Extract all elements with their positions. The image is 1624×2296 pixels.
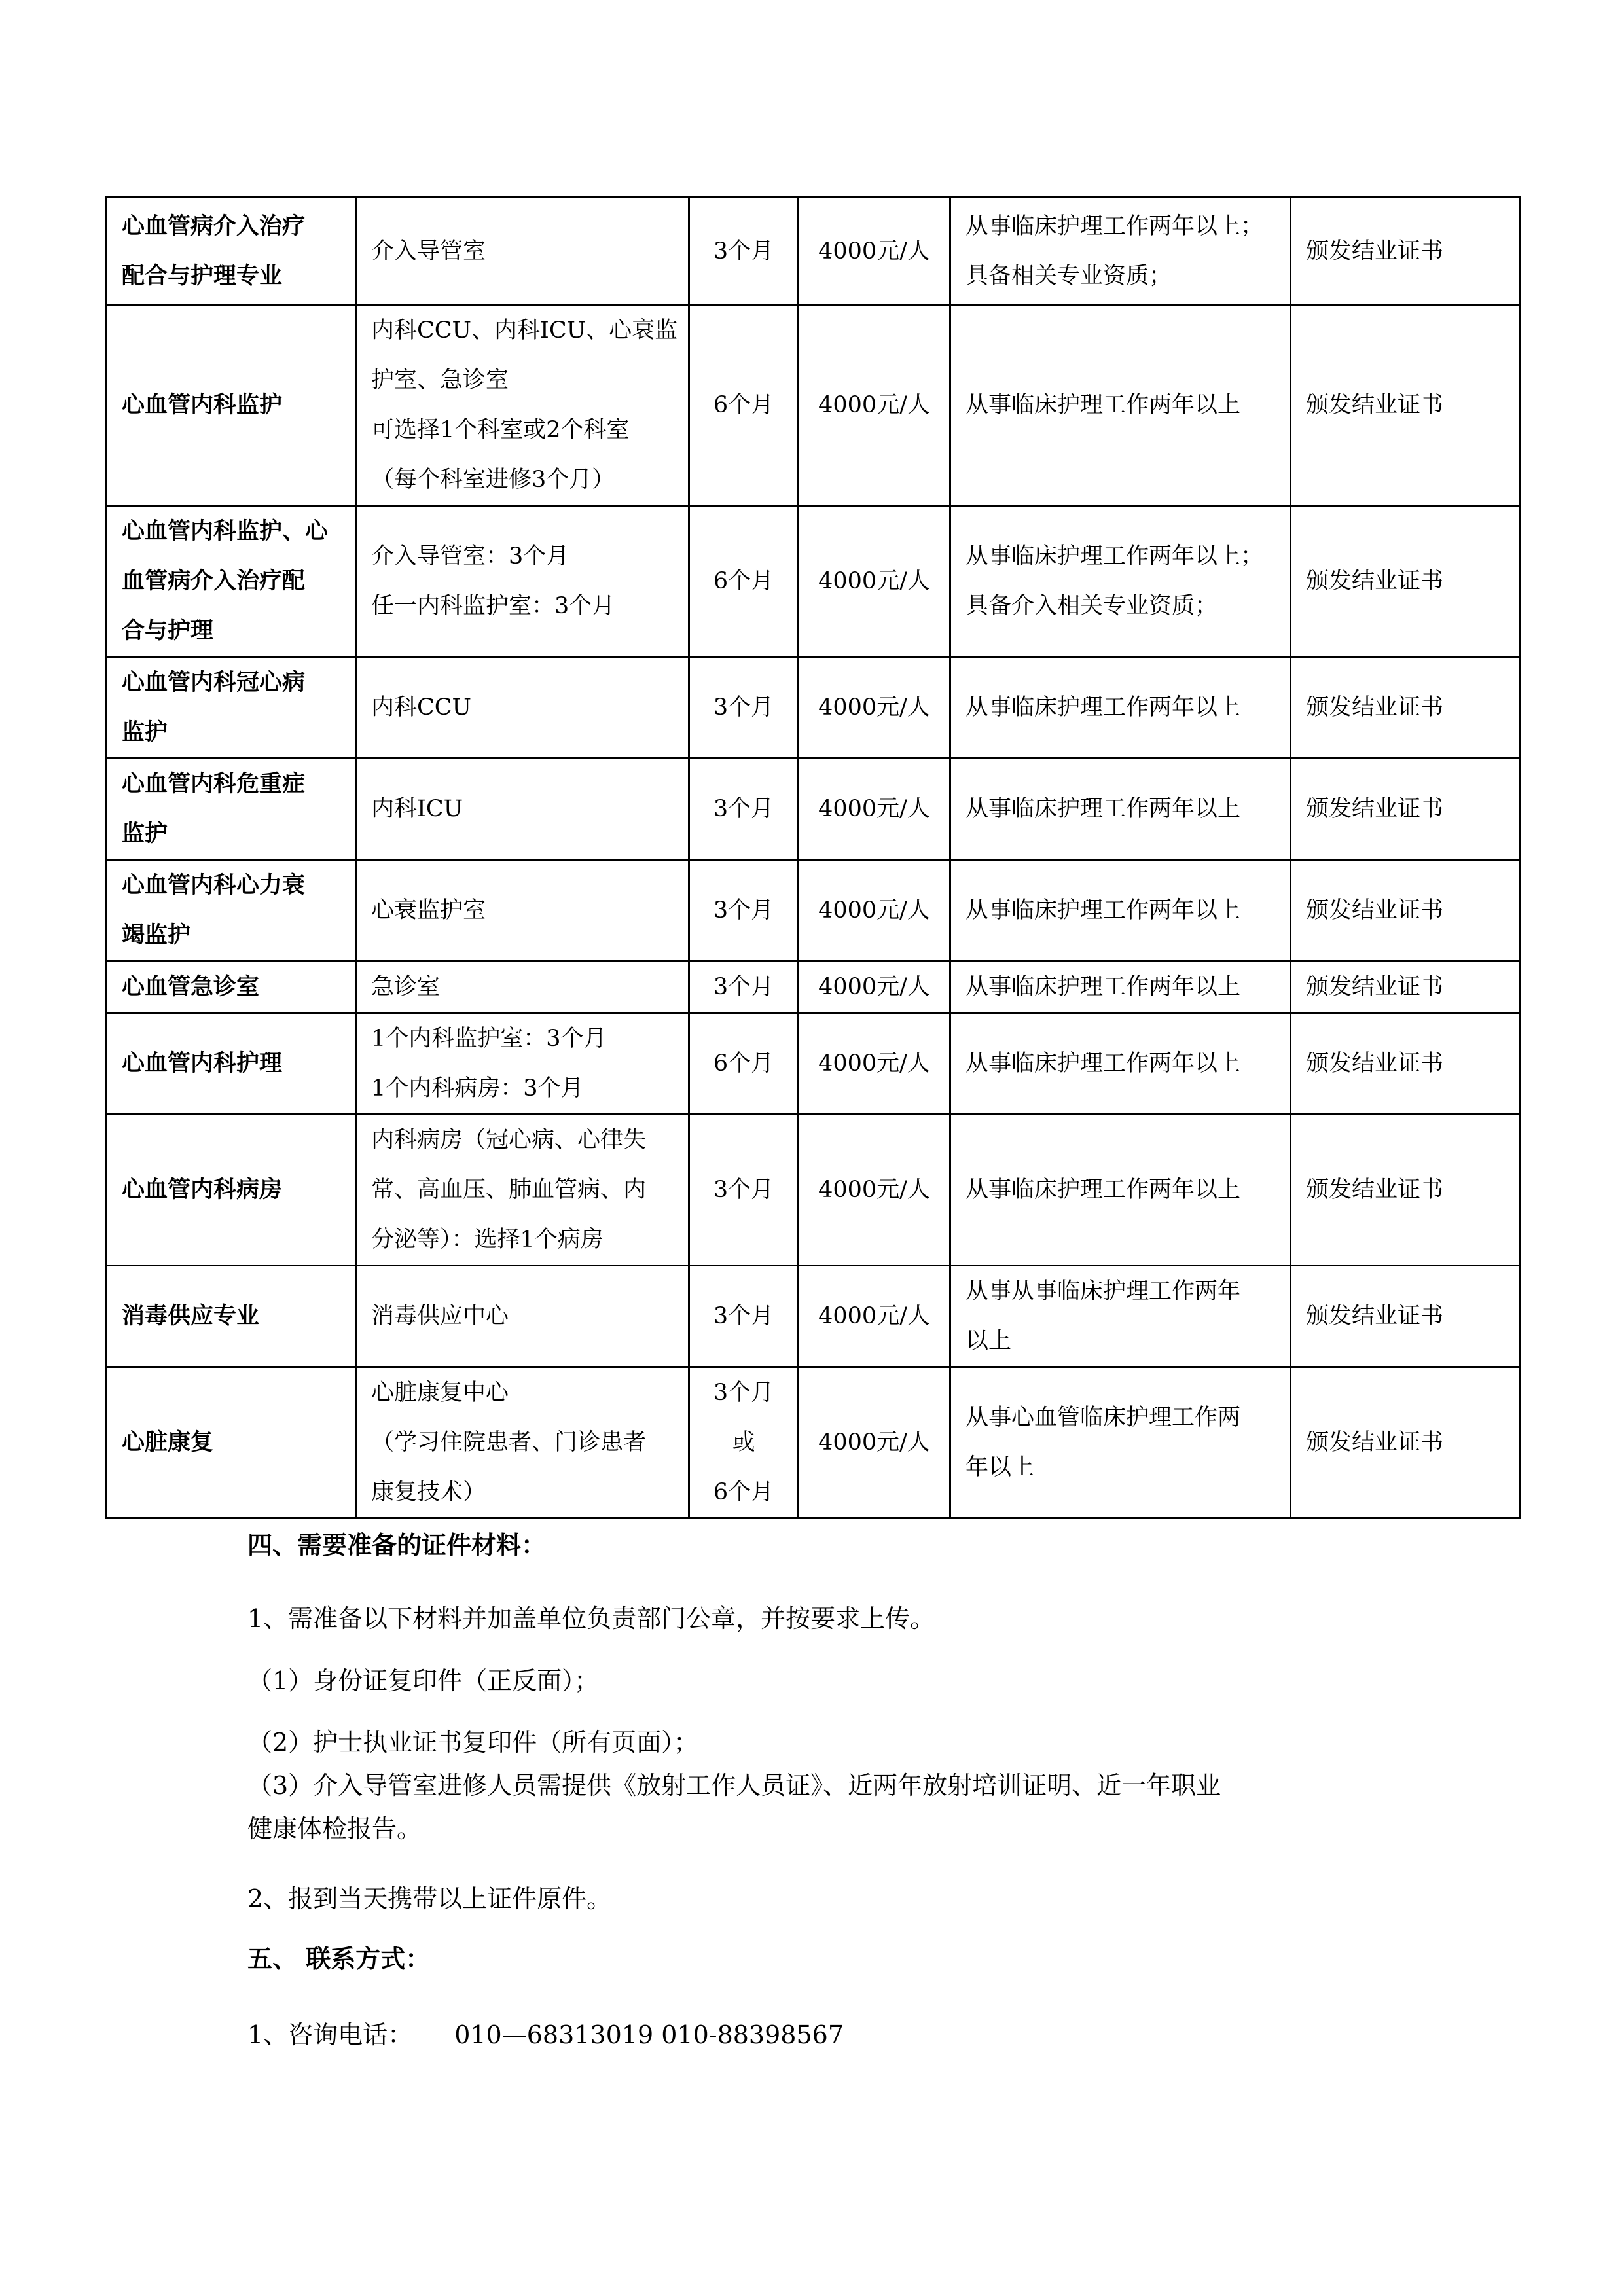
major-cell bbox=[107, 1266, 356, 1367]
duration-cell bbox=[689, 1013, 799, 1115]
major-cell-text: 心血管病介入治疗 配合与护理专业 bbox=[122, 213, 306, 289]
department-cell-text: 1个内科监护室：3个月 1个内科病房：3个月 bbox=[371, 1026, 607, 1102]
fee-cell-text: 4000元/人 bbox=[818, 568, 930, 594]
materials-sub-3-line-2: 健康体检报告。 bbox=[247, 1814, 422, 1843]
fee-cell-text: 4000元/人 bbox=[818, 1429, 930, 1456]
requirement-cell-text: 从事临床护理工作两年以上 bbox=[965, 974, 1241, 1000]
fee-cell-text: 4000元/人 bbox=[818, 1303, 930, 1329]
major-cell bbox=[107, 961, 356, 1013]
table-row bbox=[107, 198, 1520, 305]
major-cell-text: 心血管急诊室 bbox=[122, 974, 260, 1000]
major-cell-text: 心血管内科监护、心 血管病介入治疗配 合与护理 bbox=[122, 518, 329, 644]
fee-cell-text: 4000元/人 bbox=[818, 694, 930, 721]
department-cell bbox=[356, 1115, 689, 1266]
table-row bbox=[107, 961, 1520, 1013]
major-cell-text: 心脏康复 bbox=[122, 1429, 214, 1456]
department-cell bbox=[356, 961, 689, 1013]
department-cell bbox=[356, 1367, 689, 1518]
duration-cell bbox=[689, 961, 799, 1013]
materials-sub-1: （1）身份证复印件（正反面）； bbox=[247, 1666, 600, 1695]
requirement-cell bbox=[950, 657, 1291, 759]
duration-cell-text: 3个月 bbox=[713, 974, 774, 1000]
table-row bbox=[107, 1266, 1520, 1367]
requirement-cell-text: 从事临床护理工作两年以上 bbox=[965, 1177, 1241, 1203]
certificate-cell-text: 颁发结业证书 bbox=[1306, 392, 1444, 418]
requirement-cell bbox=[950, 1367, 1291, 1518]
department-cell-text: 内科ICU bbox=[371, 796, 463, 822]
fee-cell-text: 4000元/人 bbox=[818, 897, 930, 924]
certificate-cell-text: 颁发结业证书 bbox=[1306, 796, 1444, 822]
requirement-cell-text: 从事临床护理工作两年以上； 具备介入相关专业资质； bbox=[965, 543, 1264, 619]
department-cell bbox=[356, 506, 689, 657]
requirement-cell bbox=[950, 305, 1291, 506]
fee-cell bbox=[799, 1367, 950, 1518]
requirement-cell-text: 从事从事临床护理工作两年 以上 bbox=[965, 1278, 1241, 1354]
fee-cell bbox=[799, 305, 950, 506]
department-cell-text: 急诊室 bbox=[371, 974, 441, 1000]
major-cell bbox=[107, 1013, 356, 1115]
certificate-cell bbox=[1291, 506, 1520, 657]
duration-cell-text: 6个月 bbox=[713, 392, 774, 418]
table-row bbox=[107, 860, 1520, 961]
major-cell bbox=[107, 1367, 356, 1518]
certificate-cell-text: 颁发结业证书 bbox=[1306, 974, 1444, 1000]
major-cell bbox=[107, 198, 356, 305]
table-row bbox=[107, 1115, 1520, 1266]
fee-cell-text: 4000元/人 bbox=[818, 796, 930, 822]
phone-numbers: 010—68313019 010-88398567 bbox=[454, 2020, 844, 2049]
fee-cell bbox=[799, 657, 950, 759]
department-cell-text: 介入导管室 bbox=[371, 238, 486, 264]
department-cell-text: 心衰监护室 bbox=[371, 897, 486, 924]
major-cell bbox=[107, 860, 356, 961]
fee-cell bbox=[799, 1115, 950, 1266]
duration-cell-text: 3个月 bbox=[713, 897, 774, 924]
department-cell-text: 消毒供应中心 bbox=[371, 1303, 509, 1329]
certificate-cell bbox=[1291, 1013, 1520, 1115]
table-row bbox=[107, 657, 1520, 759]
duration-cell bbox=[689, 198, 799, 305]
table-row bbox=[107, 1013, 1520, 1115]
fee-cell-text: 4000元/人 bbox=[818, 238, 930, 264]
fee-cell-text: 4000元/人 bbox=[818, 1177, 930, 1203]
major-cell bbox=[107, 506, 356, 657]
major-cell bbox=[107, 657, 356, 759]
department-cell-text: 内科病房（冠心病、心律失 常、高血压、肺血管病、内 分泌等）：选择1个病房 bbox=[371, 1127, 647, 1253]
duration-cell bbox=[689, 1115, 799, 1266]
major-cell-text: 消毒供应专业 bbox=[122, 1303, 260, 1329]
certificate-cell bbox=[1291, 1266, 1520, 1367]
department-cell bbox=[356, 860, 689, 961]
requirement-cell bbox=[950, 1115, 1291, 1266]
duration-cell bbox=[689, 305, 799, 506]
department-cell bbox=[356, 1266, 689, 1367]
requirement-cell-text: 从事临床护理工作两年以上 bbox=[965, 694, 1241, 721]
department-cell bbox=[356, 198, 689, 305]
certificate-cell-text: 颁发结业证书 bbox=[1306, 694, 1444, 721]
department-cell-text: 介入导管室：3个月 任一内科监护室：3个月 bbox=[371, 543, 615, 619]
duration-cell bbox=[689, 506, 799, 657]
department-cell-text: 内科CCU、内科ICU、心衰监 护室、急诊室 可选择1个科室或2个科室 （每个科室进修3个月） bbox=[371, 317, 678, 493]
duration-cell bbox=[689, 657, 799, 759]
requirement-cell-text: 从事临床护理工作两年以上 bbox=[965, 1050, 1241, 1077]
major-cell-text: 心血管内科危重症 监护 bbox=[122, 771, 306, 847]
duration-cell bbox=[689, 759, 799, 860]
certificate-cell-text: 颁发结业证书 bbox=[1306, 897, 1444, 924]
requirement-cell bbox=[950, 198, 1291, 305]
duration-cell bbox=[689, 1266, 799, 1367]
requirement-cell bbox=[950, 1013, 1291, 1115]
fee-cell-text: 4000元/人 bbox=[818, 392, 930, 418]
requirement-cell-text: 从事临床护理工作两年以上 bbox=[965, 392, 1241, 418]
certificate-cell-text: 颁发结业证书 bbox=[1306, 1303, 1444, 1329]
duration-cell-text: 3个月 bbox=[713, 796, 774, 822]
requirement-cell bbox=[950, 759, 1291, 860]
duration-cell-text: 3个月 bbox=[713, 694, 774, 721]
certificate-cell-text: 颁发结业证书 bbox=[1306, 1050, 1444, 1077]
materials-sub-2: （2）护士执业证书复印件（所有页面）； bbox=[247, 1728, 699, 1757]
table-row bbox=[107, 1367, 1520, 1518]
requirement-cell-text: 从事临床护理工作两年以上 bbox=[965, 796, 1241, 822]
department-cell bbox=[356, 305, 689, 506]
duration-cell-text: 3个月 或 6个月 bbox=[713, 1380, 774, 1505]
major-cell-text: 心血管内科冠心病 监护 bbox=[122, 670, 306, 745]
section-4-title: 四、需要准备的证件材料： bbox=[247, 1531, 547, 1560]
certificate-cell bbox=[1291, 1115, 1520, 1266]
certificate-cell bbox=[1291, 657, 1520, 759]
phone-label: 1、咨询电话： bbox=[247, 2020, 413, 2049]
materials-item-2: 2、报到当天携带以上证件原件。 bbox=[247, 1884, 612, 1913]
department-cell-text: 心脏康复中心 （学习住院患者、门诊患者 康复技术） bbox=[371, 1380, 647, 1505]
certificate-cell bbox=[1291, 961, 1520, 1013]
section-5-title: 五、 联系方式： bbox=[247, 1945, 431, 1973]
certificate-cell-text: 颁发结业证书 bbox=[1306, 1429, 1444, 1456]
fee-cell bbox=[799, 961, 950, 1013]
materials-sub-3-line-1: （3）介入导管室进修人员需提供《放射工作人员证》、近两年放射培训证明、近一年职业 bbox=[247, 1771, 1221, 1800]
department-cell-text: 内科CCU bbox=[371, 694, 472, 721]
certificate-cell bbox=[1291, 305, 1520, 506]
major-cell-text: 心血管内科监护 bbox=[122, 392, 283, 418]
major-cell-text: 心血管内科心力衰 竭监护 bbox=[122, 872, 306, 948]
duration-cell-text: 6个月 bbox=[713, 568, 774, 594]
duration-cell-text: 3个月 bbox=[713, 1303, 774, 1329]
fee-cell bbox=[799, 1013, 950, 1115]
requirement-cell-text: 从事临床护理工作两年以上 bbox=[965, 897, 1241, 924]
major-cell bbox=[107, 305, 356, 506]
department-cell bbox=[356, 657, 689, 759]
certificate-cell-text: 颁发结业证书 bbox=[1306, 238, 1444, 264]
table-row bbox=[107, 506, 1520, 657]
department-cell bbox=[356, 759, 689, 860]
course-table bbox=[105, 196, 1521, 1519]
contact-phone bbox=[247, 2013, 844, 2056]
major-cell bbox=[107, 1115, 356, 1266]
table-row bbox=[107, 759, 1520, 860]
requirement-cell bbox=[950, 860, 1291, 961]
fee-cell bbox=[799, 506, 950, 657]
requirement-cell bbox=[950, 1266, 1291, 1367]
duration-cell-text: 3个月 bbox=[713, 238, 774, 264]
certificate-cell bbox=[1291, 860, 1520, 961]
fee-cell bbox=[799, 198, 950, 305]
duration-cell bbox=[689, 1367, 799, 1518]
requirement-cell bbox=[950, 961, 1291, 1013]
requirement-cell-text: 从事临床护理工作两年以上； 具备相关专业资质； bbox=[965, 213, 1264, 289]
certificate-cell-text: 颁发结业证书 bbox=[1306, 1177, 1444, 1203]
materials-item-1: 1、需准备以下材料并加盖单位负责部门公章，并按要求上传。 bbox=[247, 1604, 935, 1633]
fee-cell bbox=[799, 759, 950, 860]
table-row bbox=[107, 305, 1520, 506]
fee-cell-text: 4000元/人 bbox=[818, 974, 930, 1000]
department-cell bbox=[356, 1013, 689, 1115]
certificate-cell bbox=[1291, 198, 1520, 305]
major-cell-text: 心血管内科护理 bbox=[122, 1050, 283, 1077]
certificate-cell bbox=[1291, 1367, 1520, 1518]
certificate-cell-text: 颁发结业证书 bbox=[1306, 568, 1444, 594]
fee-cell-text: 4000元/人 bbox=[818, 1050, 930, 1077]
major-cell-text: 心血管内科病房 bbox=[122, 1177, 283, 1203]
major-cell bbox=[107, 759, 356, 860]
duration-cell bbox=[689, 860, 799, 961]
duration-cell-text: 3个月 bbox=[713, 1177, 774, 1203]
requirement-cell bbox=[950, 506, 1291, 657]
certificate-cell bbox=[1291, 759, 1520, 860]
duration-cell-text: 6个月 bbox=[713, 1050, 774, 1077]
fee-cell bbox=[799, 1266, 950, 1367]
requirement-cell-text: 从事心血管临床护理工作两 年以上 bbox=[965, 1405, 1241, 1480]
fee-cell bbox=[799, 860, 950, 961]
